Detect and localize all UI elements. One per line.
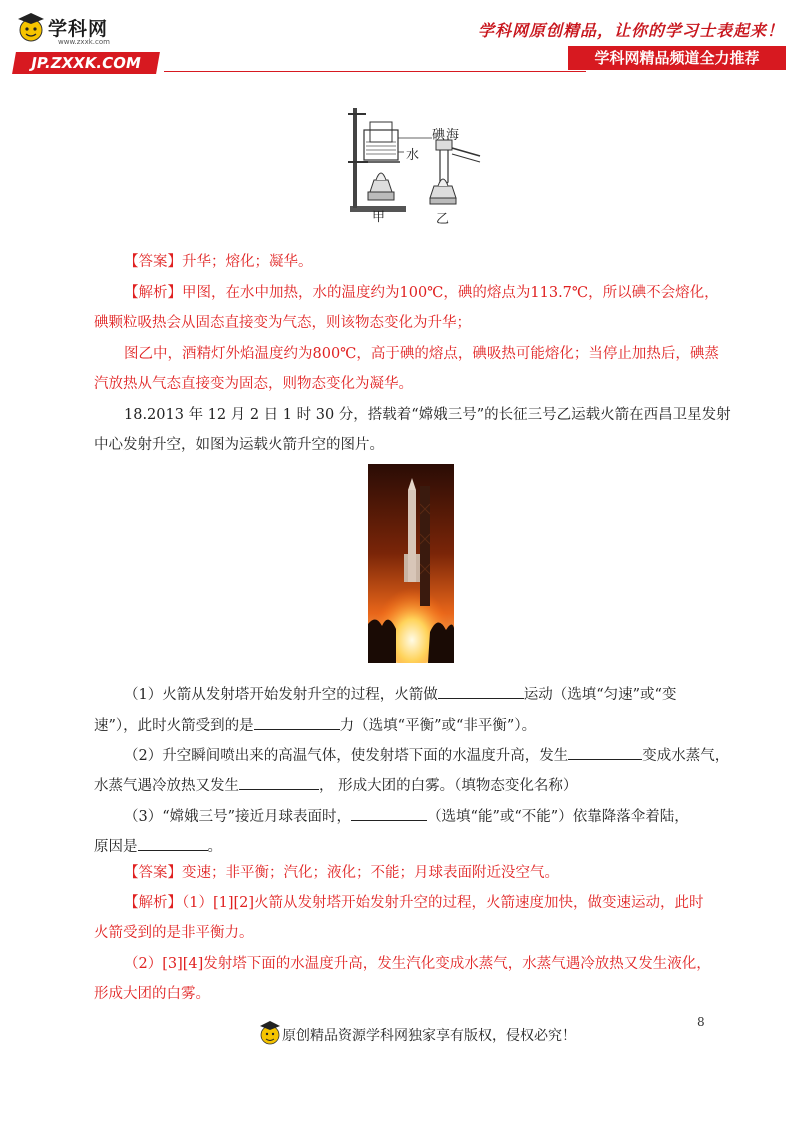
analysis-1-line1 xyxy=(124,283,719,303)
analysis-2-line1 xyxy=(124,893,704,913)
question-18-part3-line1 xyxy=(124,805,689,827)
analysis-tag: 【解析】 xyxy=(124,285,182,301)
blank-2[interactable] xyxy=(254,714,340,730)
analysis-2-line2: 火箭受到的是非平衡力。 xyxy=(94,925,254,941)
analysis-1-line4: 汽放热从气态直接变为固态，则物态变化为凝华。 xyxy=(94,376,413,392)
part2-text-a: （2）升空瞬间喷出来的高温气体，使发射塔下面的水温度升高，发生 xyxy=(124,748,569,764)
label-jia: 甲 xyxy=(372,210,386,225)
part3-text-a: （3）“嫦娥三号”接近月球表面时， xyxy=(124,809,352,825)
logo-mascot-icon xyxy=(14,10,48,44)
logo-url: www.zxxk.com xyxy=(58,38,110,46)
answer-text: 变速；非平衡；汽化；液化；不能；月球表面附近没空气。 xyxy=(182,865,559,881)
header-divider xyxy=(164,71,586,72)
question-18-line1: 18.2013 年 12 月 2 日 1 时 30 分，搭载着“嫦娥三号”的长征三号乙运载火箭在西昌卫星发射 xyxy=(124,407,731,423)
analysis-2-line4: 形成大团的白雾。 xyxy=(94,986,210,1002)
blank-1[interactable] xyxy=(438,683,524,699)
analysis-1-line2: 碘颗粒吸热会从固态直接变为气态，则该物态变化为升华； xyxy=(94,315,471,331)
question-18-part1-line2 xyxy=(94,714,536,736)
label-sponge: 海 xyxy=(446,128,460,143)
answer-text: 升华；熔化；凝华。 xyxy=(182,254,313,270)
question-18-part3-line2 xyxy=(94,835,222,857)
header-slogan: 学科网原创精品，让你的学习士表起来！ xyxy=(477,21,784,40)
label-iodine: 碘 xyxy=(432,128,446,143)
logo-name: 学科网 xyxy=(48,18,109,40)
question-18-part2-line2 xyxy=(94,774,577,796)
footer-mascot-icon xyxy=(258,1018,282,1048)
recommend-banner: 学科网精品频道全力推荐 xyxy=(568,46,786,70)
part1-text-b: 运动（选填“匀速”或“变 xyxy=(523,687,677,703)
part3-text-b: （选填“能”或“不能”）依靠降落伞着陆， xyxy=(427,809,689,825)
analysis-1-line3: 图乙中，酒精灯外焰温度约为800℃，高于碘的熔点，碘吸热可能熔化；当停止加热后，碘蒸 xyxy=(124,346,719,362)
answer-1 xyxy=(124,252,313,272)
footer-copyright: 原创精品资源学科网独家享有版权，侵权必究！ xyxy=(282,1028,576,1044)
part1-text-c: 速”），此时火箭受到的是 xyxy=(94,718,254,734)
part3-text-d: 。 xyxy=(207,839,222,855)
answer-tag: 【答案】 xyxy=(124,865,182,881)
analysis-text: （1）[1][2]火箭从发射塔开始发射升空的过程，火箭速度加快，做变速运动，此时 xyxy=(182,895,704,911)
label-yi: 乙 xyxy=(436,212,450,227)
blank-4[interactable] xyxy=(239,774,319,790)
part2-text-d: ， 形成大团的白雾。（填物态变化名称） xyxy=(319,778,578,794)
label-water: 水 xyxy=(406,148,420,163)
question-18-line2: 中心发射升空，如图为运载火箭升空的图片。 xyxy=(94,437,384,453)
answer-tag: 【答案】 xyxy=(124,254,182,270)
question-18-part2-line1 xyxy=(124,744,729,766)
blank-5[interactable] xyxy=(351,805,427,821)
blank-6[interactable] xyxy=(138,835,208,851)
analysis-tag: 【解析】 xyxy=(124,895,182,911)
part3-text-c: 原因是 xyxy=(94,839,138,855)
page-number: 8 xyxy=(697,1015,705,1029)
part2-text-b: 变成水蒸气， xyxy=(642,748,730,764)
part1-text-d: 力（选填“平衡”或“非平衡”）。 xyxy=(339,718,537,734)
question-18-part1-line1 xyxy=(124,683,676,705)
analysis-2-line3: （2）[3][4]发射塔下面的水温度升高，发生汽化变成水蒸气，水蒸气遇冷放热又发生液化， xyxy=(124,956,711,972)
logo-banner[interactable]: JP.ZXXK.COM xyxy=(12,52,160,74)
rocket-launch-photo xyxy=(368,464,454,663)
analysis-text: 甲图，在水中加热，水的温度约为100℃，碘的熔点为113.7℃，所以碘不会熔化， xyxy=(182,285,719,301)
blank-3[interactable] xyxy=(568,744,642,760)
part2-text-c: 水蒸气遇冷放热又发生 xyxy=(94,778,239,794)
part1-text-a: （1）火箭从发射塔开始发射升空的过程，火箭做 xyxy=(124,687,438,703)
answer-2 xyxy=(124,863,559,883)
